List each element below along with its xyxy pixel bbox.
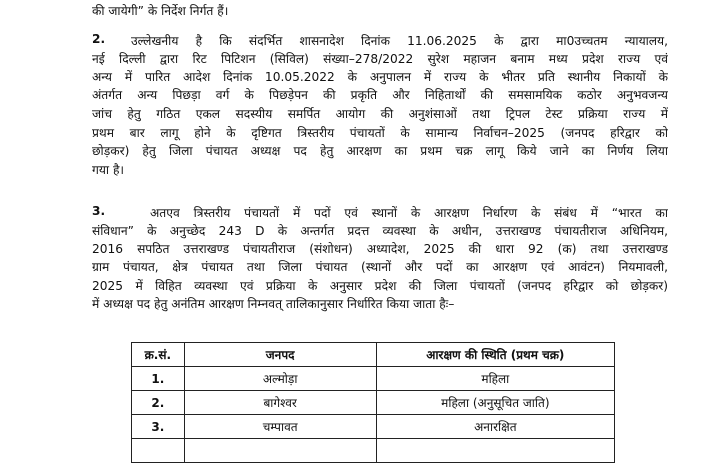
table-row (132, 415, 615, 439)
table-row (132, 367, 615, 391)
para3-line-5: 2025 में विहित व्यवस्था एवं प्रक्रिया के अनुसार प्रदेश की जिला पंचायतों (जनपद हरिद्वार को छोड़कर) (92, 279, 668, 293)
row-status: महिला (अनुसूचित जाति) (376, 391, 614, 415)
row-district: अल्मोड़ा (184, 367, 376, 391)
header-district: जनपद (184, 343, 376, 367)
para3-line-2: संविधान” के अनुच्छेद 243 D के अन्तर्गत प्रदत्त व्यवस्था के अधीन, उत्तराखण्ड पंचायतीराज अधिनियम, (92, 224, 668, 238)
para2-number: 2. (92, 32, 106, 46)
table-row (132, 439, 615, 463)
para3-number: 3. (92, 204, 106, 218)
header-reservation-status: आरक्षण की स्थिति (प्रथम चक्र) (376, 343, 614, 367)
para3-line-3: 2016 सपठित उत्तराखण्ड पंचायतीराज (संशोधन) अध्यादेश, 2025 की धारा 92 (क) तथा उत्तराखण्ड (92, 242, 668, 256)
row-serial: 1. (132, 367, 185, 391)
row-status: अनारक्षित (376, 415, 614, 439)
table-header-row (132, 343, 615, 367)
para2-line-2: नई दिल्ली द्वारा रिट पिटिशन (सिविल) संख्या–278/2022 सुरेश महाजन बनाम मध्य प्रदेश राज्य एवं (92, 52, 668, 66)
para3-line-6: में अध्यक्ष पद हेतु अनंतिम आरक्षण निम्नवत् तालिकानुसार निर्धारित किया जाता हैः– (92, 297, 455, 311)
para2-line-8: गया है। (92, 163, 125, 177)
row-serial: 2. (132, 391, 185, 415)
header-serial: क्र.सं. (132, 343, 185, 367)
para3-line-4: ग्राम पंचायत, क्षेत्र पंचायत तथा जिला पंचायत (स्थानों और पदों का आरक्षण एवं आवंटन) नियमावली, (92, 260, 668, 274)
para2-line-5: जांच हेतु गठित एकल सदस्यीय समर्पित आयोग की अनुशंसाओं तथा ट्रिपल टेस्ट प्रक्रिया राज्य में (92, 107, 668, 121)
row-district: चम्पावत (184, 415, 376, 439)
row-serial: 3. (132, 415, 185, 439)
para2-line-3: अन्य में पारित आदेश दिनांक 10.05.2022 के अनुपालन में राज्य के भीतर प्रति स्थानीय निकायों के (92, 70, 668, 84)
para2-line-6: प्रथम बार लागू होने के दृष्टिगत त्रिस्तरीय पंचायतों के सामान्य निर्वाचन–2025 (जनपद हरिद्वार को (92, 126, 668, 140)
row-status (376, 439, 614, 463)
row-district: बागेश्वर (184, 391, 376, 415)
para3-line-1: अतएव त्रिस्तरीय पंचायतों में पदों एवं स्थानों के आरक्षण निर्धारण के संबंध में “भारत का (150, 206, 668, 220)
previous-paragraph-tail: की जायेगी” के निर्देश निर्गत हैं। (92, 4, 229, 18)
row-status: महिला (376, 367, 614, 391)
table-row (132, 391, 615, 415)
para2-line-7: छोड़कर) हेतु जिला पंचायत अध्यक्ष पद हेतु आरक्षण का प्रथम चक्र लागू किये जाने का निर्णय लिया (92, 144, 668, 158)
para2-line-1: उल्लेखनीय है कि संदर्भित शासनादेश दिनांक 11.06.2025 के द्वारा मा0उच्चतम न्यायालय, (131, 34, 668, 48)
reservation-table (131, 342, 615, 463)
row-district (184, 439, 376, 463)
para2-line-4: अंतर्गत अन्य पिछड़ा वर्ग के पिछड़ेपन की प्रकृति और निहितार्थों की समसामयिक कठोर अनुभवजन्य (92, 88, 668, 102)
row-serial (132, 439, 185, 463)
